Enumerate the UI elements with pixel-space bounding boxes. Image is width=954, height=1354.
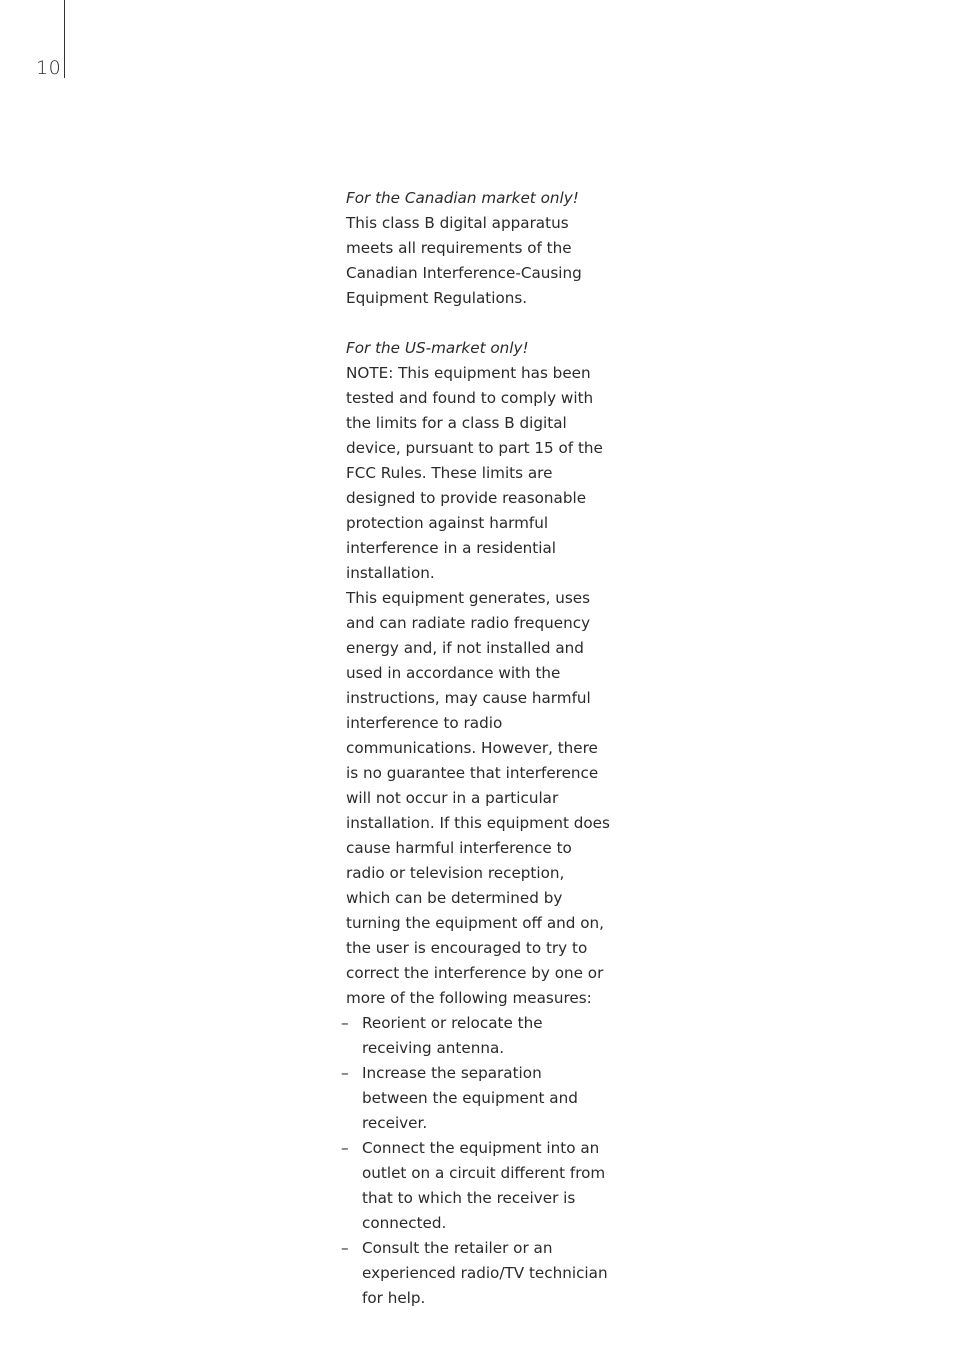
list-item — [341, 1136, 612, 1236]
us-body: This equipment generates, uses and can radiate radio frequency energy and, if not installed and used in accordance with the instructions, may cause harmful interference to radio communications. However, there is no guarantee that interference will not occur in a particular installation. If this equipment does cause harmful interference to radio or television reception, which can be determined by turning the equipment off and on, the user is encouraged to try to correct the interference by one or more of the following measures: — [346, 589, 610, 1007]
list-item-text: Reorient or relocate the receiving antenna. — [362, 1014, 543, 1057]
text-column — [341, 186, 612, 1311]
list-item-text: Increase the separation between the equipment and receiver. — [362, 1064, 578, 1132]
section-gap — [346, 311, 612, 336]
canada-section — [346, 186, 612, 311]
canada-body: This class B digital apparatus meets all requirements of the Canadian Interference-Causing Equipment Regulations. — [346, 214, 582, 307]
list-bullet: – — [341, 1014, 349, 1032]
margin-rule — [64, 0, 65, 78]
us-section — [341, 336, 612, 1311]
list-item-text: Connect the equipment into an outlet on a circuit different from that to which the receiver is connected. — [362, 1139, 606, 1232]
list-item — [341, 1011, 612, 1061]
list-item-text: Consult the retailer or an experienced radio/TV technician for help. — [362, 1239, 608, 1307]
us-note: NOTE: This equipment has been tested and found to comply with the limits for a class B digital device, pursuant to part 15 of the FCC Rules. These limits are designed to provide reasonable protection against harmful interference in a residential installation. — [346, 364, 603, 582]
list-bullet: – — [341, 1139, 349, 1157]
list-bullet: – — [341, 1064, 349, 1082]
page-number: 10 — [36, 57, 62, 79]
measures-list — [341, 1011, 612, 1311]
list-bullet: – — [341, 1239, 349, 1257]
list-item — [341, 1061, 612, 1136]
us-heading: For the US-market only! — [346, 339, 529, 357]
canada-heading: For the Canadian market only! — [346, 189, 579, 207]
list-item — [341, 1236, 612, 1311]
